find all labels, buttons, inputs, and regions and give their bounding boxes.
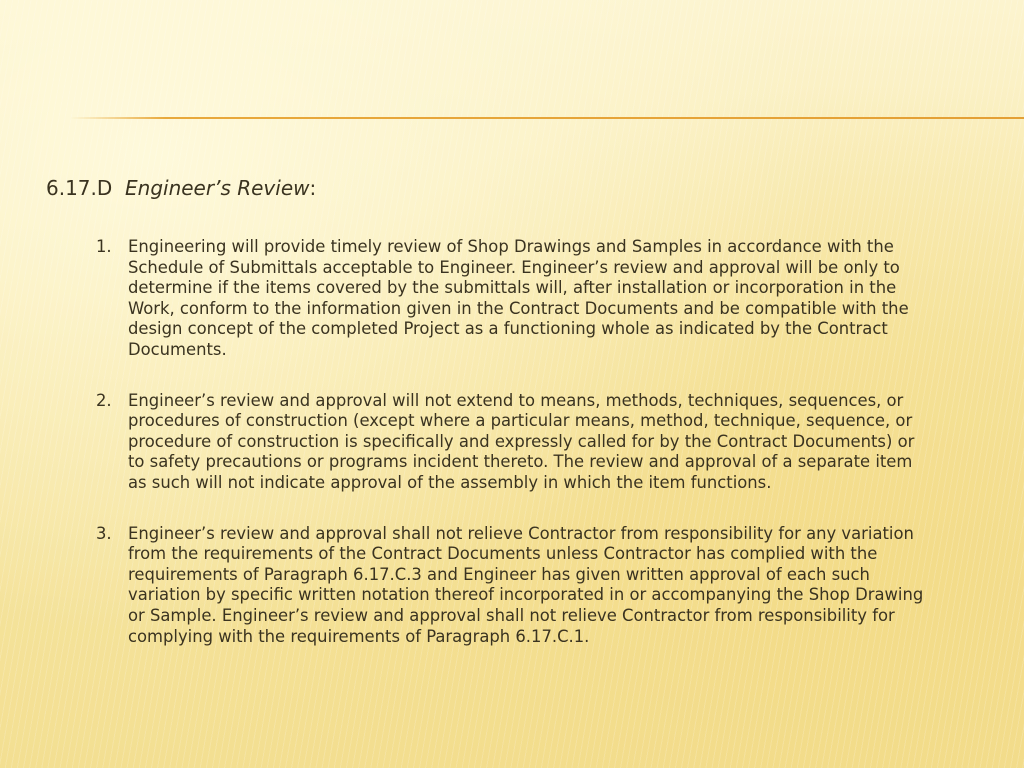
list-item-3 <box>96 524 996 648</box>
text-line: Work, conform to the information given in the Contract Documents and be compatible with the <box>128 298 909 318</box>
text-line: procedure of construction is specifically and expressly called for by the Contract Documents) or <box>128 431 915 451</box>
section-number: 6.17.D <box>46 176 113 200</box>
text-line: Engineering will provide timely review of Shop Drawings and Samples in accordance with the <box>128 237 894 256</box>
text-line: or Sample. Engineer’s review and approval shall not relieve Contractor from responsibility for <box>128 605 895 625</box>
text-line: Documents. <box>128 339 227 359</box>
list-item-2 <box>96 391 996 494</box>
list-item-text <box>128 237 996 361</box>
list-item-number: 2. <box>96 390 112 410</box>
list-item-1 <box>96 237 996 361</box>
text-line: variation by specific written notation thereof incorporated in or accompanying the Shop Drawing <box>128 585 924 605</box>
text-line: determine if the items covered by the submittals will, after installation or incorporation in the <box>128 278 897 298</box>
list-item-text <box>128 524 996 648</box>
text-line: design concept of the completed Project as a functioning whole as indicated by the Contract <box>128 319 888 339</box>
section-heading <box>46 176 316 200</box>
text-line: from the requirements of the Contract Documents unless Contractor has complied with the <box>128 544 878 564</box>
text-line: to safety precautions or programs incident thereto. The review and approval of a separate item <box>128 452 913 472</box>
list-item-text <box>128 391 996 494</box>
text-line: Engineer’s review and approval will not extend to means, methods, techniques, sequences, or <box>128 390 904 410</box>
list-item-number: 3. <box>96 523 112 543</box>
section-colon: : <box>309 176 317 200</box>
text-line: as such will not indicate approval of the assembly in which the item functions. <box>128 472 772 492</box>
text-line: Schedule of Submittals acceptable to Engineer. Engineer’s review and approval will be only to <box>128 257 900 277</box>
text-line: procedures of construction (except where a particular means, method, technique, sequence, or <box>128 411 913 431</box>
text-line: complying with the requirements of Paragraph 6.17.C.1. <box>128 626 590 646</box>
list-item-number: 1. <box>96 237 112 256</box>
review-list <box>96 237 996 677</box>
section-title: Engineer’s Review <box>125 176 310 200</box>
text-line: requirements of Paragraph 6.17.C.3 and Engineer has given written approval of each such <box>128 564 870 584</box>
top-divider-line <box>70 117 1024 119</box>
text-line: Engineer’s review and approval shall not relieve Contractor from responsibility for any variation <box>128 523 914 543</box>
